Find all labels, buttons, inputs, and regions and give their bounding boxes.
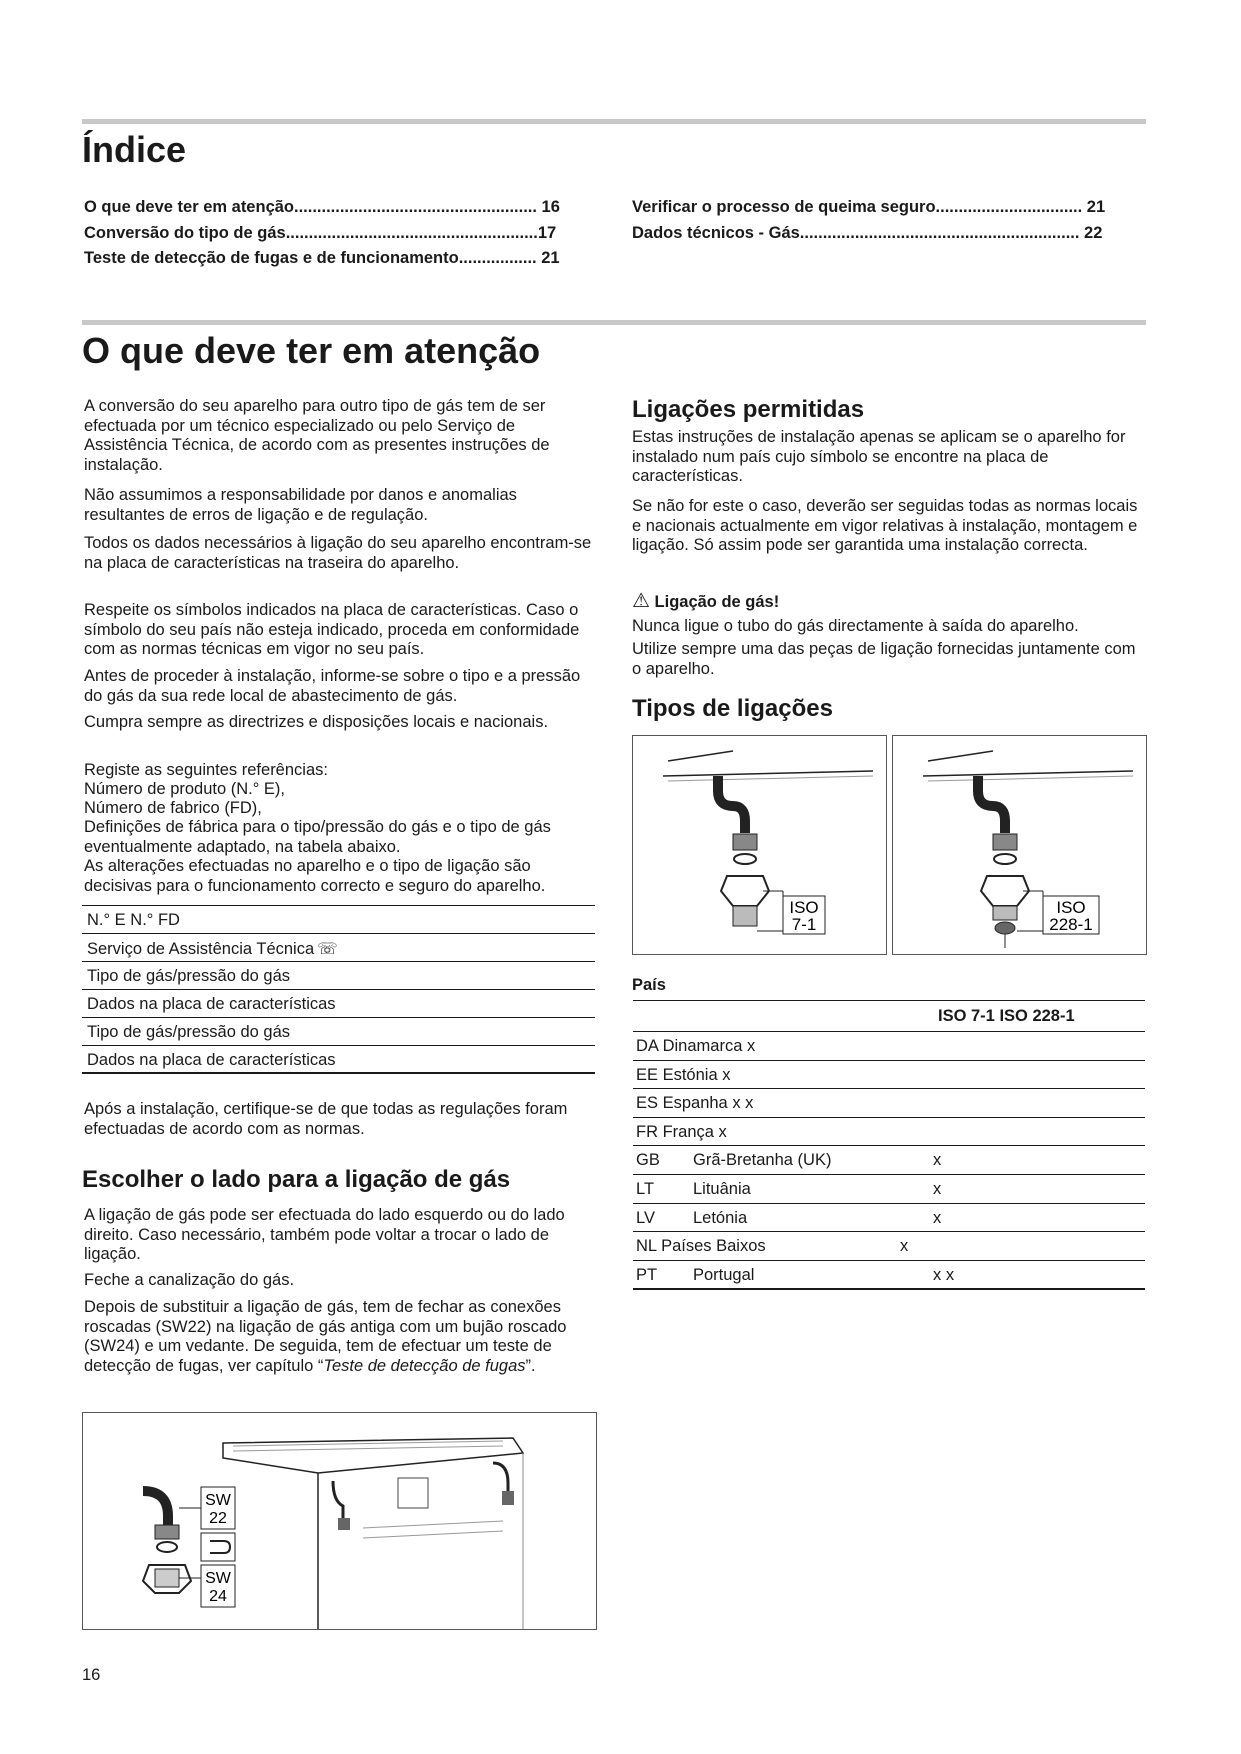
toc-entry-1[interactable]: O que deve ter em atenção..................................................... 16 bbox=[84, 198, 560, 216]
table-row bbox=[633, 1089, 1145, 1118]
side-section-title: Escolher o lado para a ligação de gás bbox=[82, 1166, 511, 1193]
form-row bbox=[82, 905, 595, 934]
country-mark: x bbox=[933, 1179, 942, 1198]
side-section-p1: A ligação de gás pode ser efectuada do lado esquerdo ou do lado direito. Caso necessário, também pode voltar a trocar o lado de ligação. bbox=[84, 1206, 565, 1263]
country-name: Portugal bbox=[693, 1265, 755, 1284]
table-row bbox=[633, 1232, 1145, 1261]
iso-228-1-label-a: ISO bbox=[1056, 898, 1086, 917]
warning-heading: ⚠ Ligação de gás! bbox=[632, 590, 780, 612]
paragraph-7: Registe as seguintes referências: bbox=[84, 761, 328, 779]
table-row bbox=[633, 1261, 1145, 1291]
table-row bbox=[633, 1032, 1145, 1061]
iso-228-1-label-b: 228-1 bbox=[1049, 915, 1093, 934]
table-row bbox=[633, 1061, 1145, 1090]
phone-icon: ☏ bbox=[317, 940, 338, 958]
table-row bbox=[633, 1146, 1145, 1175]
table-row bbox=[633, 1118, 1145, 1147]
country-name: ES Espanha x x bbox=[636, 1094, 754, 1113]
form-row bbox=[82, 1018, 595, 1046]
reference-form bbox=[82, 905, 595, 1074]
paragraph-9: Número de fabrico (FD), bbox=[84, 799, 262, 817]
section-title: O que deve ter em atenção bbox=[82, 330, 541, 371]
side-section-p2: Feche a canalização do gás. bbox=[84, 1271, 295, 1289]
iso-7-1-figure bbox=[632, 735, 887, 955]
country-name: Grã-Bretanha (UK) bbox=[693, 1151, 832, 1170]
connection-illustration bbox=[83, 1413, 596, 1629]
country-mark: x bbox=[933, 1208, 942, 1227]
country-code: LV bbox=[636, 1208, 655, 1227]
country-code: LT bbox=[636, 1179, 655, 1198]
paragraph-8: Número de produto (N.° E), bbox=[84, 780, 286, 798]
form-row-label: N.° E N.° FD bbox=[87, 911, 180, 929]
paragraph-4: Respeite os símbolos indicados na placa de características. Caso o símbolo do seu país não esteja indicado, proceda em conformidade com as normas técnicas em vigor no seu país. bbox=[84, 601, 580, 658]
after-install-text: Após a instalação, certifique-se de que todas as regulações foram efectuadas de acordo com as normas. bbox=[84, 1100, 568, 1138]
country-code: PT bbox=[636, 1265, 658, 1284]
side-connection-figure bbox=[82, 1412, 597, 1630]
paragraph-2: Não assumimos a responsabilidade por danos e anomalias resultantes de erros de ligação e de regulação. bbox=[84, 486, 517, 524]
index-title: Índice bbox=[82, 129, 187, 170]
pais-label: País bbox=[632, 976, 666, 994]
form-row bbox=[82, 962, 595, 990]
iso-7-1-label-a: ISO bbox=[789, 898, 819, 917]
top-rule bbox=[82, 119, 1146, 124]
warning-p2: Utilize sempre uma das peças de ligação fornecidas juntamente com o aparelho. bbox=[632, 640, 1136, 678]
warning-triangle-icon: ⚠ bbox=[632, 590, 650, 612]
iso-7-1-label-b: 7-1 bbox=[791, 915, 817, 934]
form-row-label: Dados na placa de características bbox=[87, 995, 336, 1013]
paragraph-6: Cumpra sempre as directrizes e disposições locais e nacionais. bbox=[84, 713, 549, 731]
country-name: NL Países Baixos bbox=[636, 1237, 766, 1256]
country-code: GB bbox=[636, 1151, 660, 1170]
sw24-label-sw: SW bbox=[205, 1570, 231, 1587]
sw24-label-num: 24 bbox=[209, 1588, 227, 1605]
form-row bbox=[82, 934, 595, 962]
side-section-p3: Depois de substituir a ligação de gás, tem de fechar as conexões roscadas (SW22) na ligação de gás antiga com um bujão roscado (SW24) e um vedante. De seguida, tem de efectuar um teste de detecção de fugas, ver capítulo “Teste de detecção de fugas”. bbox=[84, 1298, 567, 1375]
sw22-label-sw: SW bbox=[205, 1492, 231, 1509]
country-name: Lituânia bbox=[693, 1179, 751, 1198]
toc-entry-5[interactable]: Dados técnicos - Gás............................................................. 22 bbox=[632, 224, 1103, 242]
toc-entry-2[interactable]: Conversão do tipo de gás.......................................................17 bbox=[84, 224, 557, 242]
paragraph-10: Definições de fábrica para o tipo/pressão do gás e o tipo de gás eventualmente adaptado, na tabela abaixo. bbox=[84, 818, 551, 856]
country-mark: x bbox=[933, 1151, 942, 1170]
country-mark: x x bbox=[933, 1265, 955, 1284]
section-rule bbox=[82, 320, 1146, 325]
table-row bbox=[633, 1175, 1145, 1204]
tipos-title: Tipos de ligações bbox=[632, 695, 833, 722]
paragraph-5: Antes de proceder à instalação, informe-se sobre o tipo e a pressão do gás da sua rede local de abastecimento de gás. bbox=[84, 667, 581, 705]
ligacoes-title: Ligações permitidas bbox=[632, 396, 865, 423]
country-table-header-text: ISO 7-1 ISO 228-1 bbox=[938, 1007, 1075, 1025]
paragraph-1: A conversão do seu aparelho para outro tipo de gás tem de ser efectuada por um técnico especializado ou pelo Serviço de Assistência Técnica, de acordo com as presentes instruções de instalação. bbox=[84, 397, 550, 474]
ligacoes-p2: Se não for este o caso, deverão ser seguidas todas as normas locais e nacionais actualmente em vigor relativas à instalação, montagem e ligação. Só assim pode ser garantida uma instalação correcta. bbox=[632, 497, 1138, 554]
form-row-label: Tipo de gás/pressão do gás bbox=[87, 967, 291, 985]
form-row bbox=[82, 990, 595, 1018]
country-name: DA Dinamarca x bbox=[636, 1037, 756, 1055]
country-name: Letónia bbox=[693, 1208, 748, 1227]
form-row bbox=[82, 1046, 595, 1074]
country-name: EE Estónia x bbox=[636, 1065, 731, 1084]
warning-p1: Nunca ligue o tubo do gás directamente à saída do aparelho. bbox=[632, 617, 1079, 635]
page-number: 16 bbox=[82, 1666, 101, 1684]
country-name: FR França x bbox=[636, 1122, 727, 1141]
country-mark: x bbox=[900, 1237, 909, 1256]
toc-entry-4[interactable]: Verificar o processo de queima seguro................................ 21 bbox=[632, 198, 1106, 216]
toc-entry-3[interactable]: Teste de detecção de fugas e de funcionamento................. 21 bbox=[84, 249, 560, 267]
paragraph-11: As alterações efectuadas no aparelho e o tipo de ligação são decisivas para o funcionamento correcto e seguro do aparelho. bbox=[84, 857, 546, 895]
sw22-label-num: 22 bbox=[209, 1510, 227, 1527]
paragraph-3: Todos os dados necessários à ligação do seu aparelho encontram-se na placa de características na traseira do aparelho. bbox=[84, 534, 592, 572]
country-table bbox=[633, 1000, 1145, 1290]
ligacoes-p1: Estas instruções de instalação apenas se aplicam se o aparelho for instalado num país cujo símbolo se encontre na placa de características. bbox=[632, 428, 1126, 485]
form-row-label: Serviço de Assistência Técnica ☏ bbox=[87, 940, 338, 958]
table-row bbox=[633, 1204, 1145, 1233]
form-row-label: Tipo de gás/pressão do gás bbox=[87, 1023, 291, 1041]
iso-228-1-figure bbox=[892, 735, 1147, 955]
form-row-label: Dados na placa de características bbox=[87, 1051, 336, 1069]
country-table-header bbox=[633, 1000, 1145, 1032]
